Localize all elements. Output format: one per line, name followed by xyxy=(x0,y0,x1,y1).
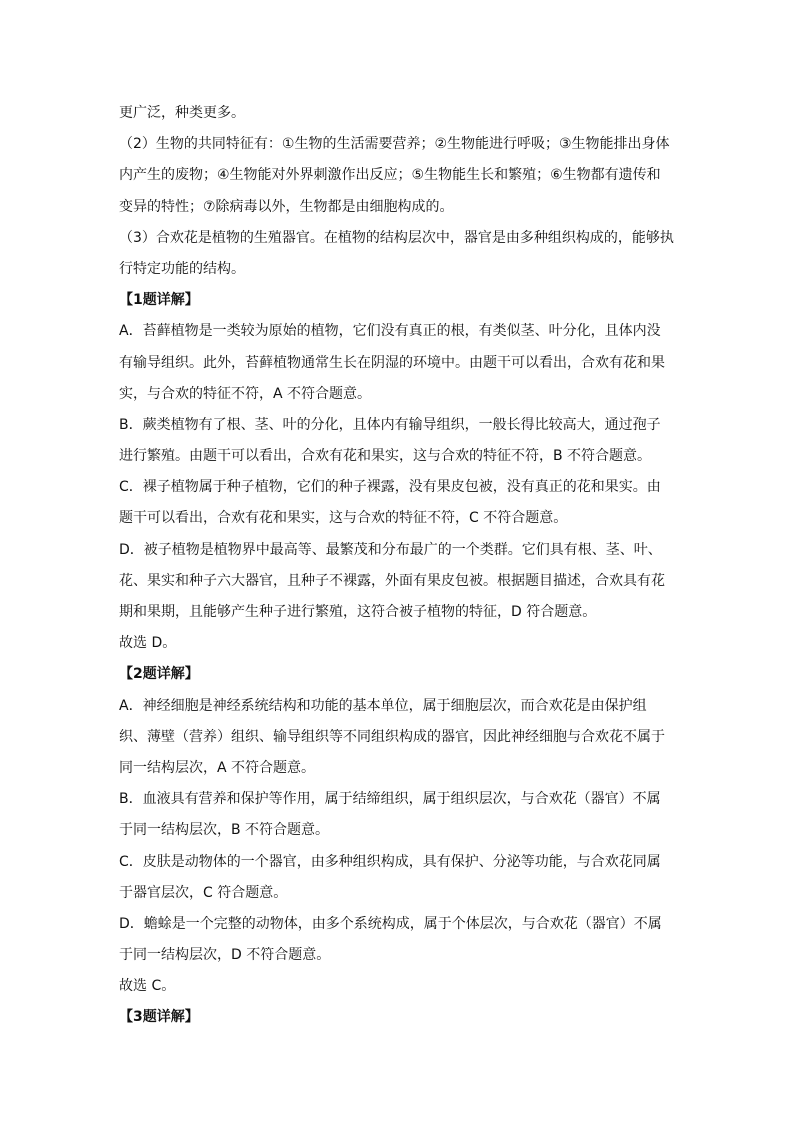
answer-line: 故选 D。 xyxy=(119,635,177,652)
text-line: 花、果实和种子六大器官，且种子不裸露，外面有果皮包被。根据题目描述，合欢具有花 xyxy=(119,572,665,589)
text-line: 实，与合欢的特征不符，A 不符合题意。 xyxy=(119,385,372,402)
text-line: C．皮肤是动物体的一个器官，由多种组织构成，具有保护、分泌等功能，与合欢花同属 xyxy=(119,853,661,870)
text-line: 变异的特性；⑦除病毒以外，生物都是由细胞构成的。 xyxy=(119,198,454,215)
section-heading: 【1题详解】 xyxy=(119,292,199,309)
text-line: （2）生物的共同特征有：①生物的生活需要营养；②生物能进行呼吸；③生物能排出身体 xyxy=(119,136,670,153)
text-line: 同一结构层次，A 不符合题意。 xyxy=(119,759,316,776)
text-line: 于器官层次，C 符合题意。 xyxy=(119,884,288,901)
text-line: （3）合欢花是植物的生殖器官。在植物的结构层次中，器官是由多种组织构成的，能够执 xyxy=(119,229,674,246)
document-body xyxy=(119,98,679,1034)
text-line: A．神经细胞是神经系统结构和功能的基本单位，属于细胞层次，而合欢花是由保护组 xyxy=(119,697,647,714)
text-line: 行特定功能的结构。 xyxy=(119,260,245,277)
text-line: B．血液具有营养和保护等作用，属于结缔组织，属于组织层次，与合欢花（器官）不属 xyxy=(119,791,661,808)
text-line: 期和果期，且能够产生种子进行繁殖，这符合被子植物的特征，D 符合题意。 xyxy=(119,604,597,620)
text-line: B．蕨类植物有了根、茎、叶的分化，且体内有输导组织，一般长得比较高大，通过孢子 xyxy=(119,416,661,433)
text-line: A．苔藓植物是一类较为原始的植物，它们没有真正的根，有类似茎、叶分化，且体内没 xyxy=(119,323,661,340)
section-heading: 【3题详解】 xyxy=(119,1009,199,1026)
text-line: 于同一结构层次，D 不符合题意。 xyxy=(119,947,331,964)
text-line: 有输导组织。此外，苔藓植物通常生长在阴湿的环境中。由题干可以看出，合欢有花和果 xyxy=(119,354,665,371)
text-line: C．裸子植物属于种子植物，它们的种子裸露，没有果皮包被，没有真正的花和果实。由 xyxy=(119,479,661,496)
text-line: D．蟾蜍是一个完整的动物体，由多个系统构成，属于个体层次，与合欢花（器官）不属 xyxy=(119,915,662,932)
text-line: D．被子植物是植物界中最高等、最繁茂和分布最广的一个类群。它们具有根、茎、叶、 xyxy=(119,541,662,558)
text-line: 于同一结构层次，B 不符合题意。 xyxy=(119,822,330,839)
text-line: 题干可以看出，合欢有花和果实，这与合欢的特征不符，C 不符合题意。 xyxy=(119,510,568,527)
text-line: 进行繁殖。由题干可以看出，合欢有花和果实，这与合欢的特征不符，B 不符合题意。 xyxy=(119,448,652,465)
text-line: 织、薄壁（营养）组织、输导组织等不同组织构成的器官，因此神经细胞与合欢花不属于 xyxy=(119,728,665,745)
text-line: 更广泛，种类更多。 xyxy=(119,105,245,121)
text-line: 内产生的废物；④生物能对外界刺激作出反应；⑤生物能生长和繁殖；⑥生物都有遗传和 xyxy=(119,167,661,184)
answer-line: 故选 C。 xyxy=(119,978,176,995)
section-heading: 【2题详解】 xyxy=(119,666,199,683)
